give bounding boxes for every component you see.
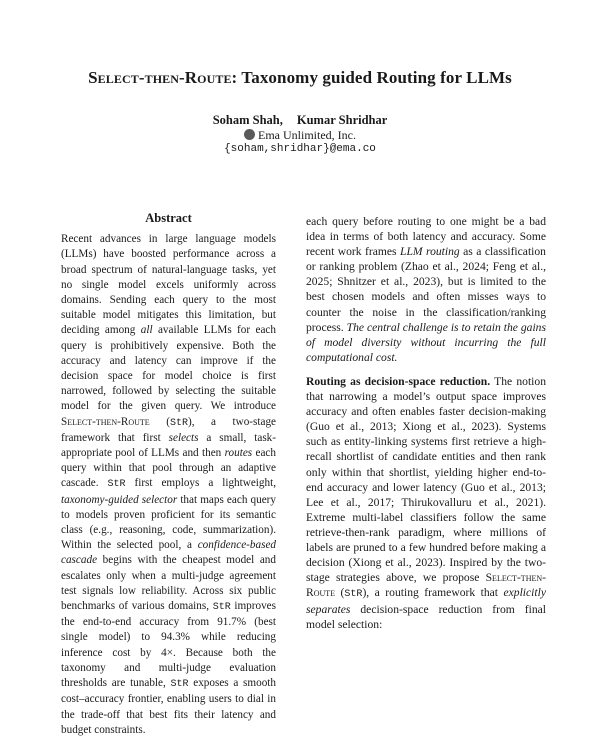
- introduction-right-column: [306, 214, 546, 633]
- affiliation-text: Ema Unlimited, Inc.: [258, 128, 356, 142]
- routing-decision-space-paragraph: Routing as decision-space reduction. The notion that narrowing a model’s output space improves accuracy and often enables faster decision-making (Guo et al., 2013; Xiong et al., 2023). Systems such as entity-linking systems first retrieve a high-recall shortlist of candidate entities and then rank only within that shortlist, yielding higher end-to-end accuracy and lower latency (Guo et al., 2013; Lee et al., 2017; Thirukovalluru et al., 2021). Extreme multi-label classifiers follow the same retrieve-then-rank paradigm, where millions of labels are pruned to a few hundred before making a decision (Xiong et al., 2023). Inspired by the two-stage strategies above, we propose Select-then-Route (StR), a routing framework that explicitly separates decision-space reduction from final model selection:: [306, 374, 546, 632]
- paper-title-rest: : Taxonomy guided Routing for LLMs: [231, 68, 512, 87]
- author-list: [0, 113, 600, 128]
- author-name: Kumar Shridhar: [296, 113, 388, 127]
- author-email: {soham,shridhar}@ema.co: [224, 143, 376, 155]
- abstract-section: [61, 211, 276, 738]
- intro-paragraph: each query before routing to one might be a bad idea in terms of both latency and accuracy. Some recent work frames LLM routing as a classification or ranking problem (Zhao et al., 2024; Feng et al., 2025; Shnitzer et al., 2023), but is limited to the best chosen models and often misses ways to counter the noise in the classification/ranking process. The central challenge is to retain the gains of model diversity without incurring the full computational cost.: [306, 215, 546, 364]
- author-name: Soham Shah,: [212, 113, 283, 127]
- paper-title-smallcaps: Select-then-Route: [88, 68, 232, 87]
- ema-logo-icon: [244, 129, 255, 140]
- abstract-heading: Abstract: [145, 211, 192, 225]
- abstract-body: Recent advances in large language models (LLMs) have boosted performance across a broad spectrum of natural-language tasks, yet no single model excels uniformly across domains. Sending each query to the most suitable model mitigates this limitation, but deciding among all available LLMs for each query is prohibitively expensive. Both the accuracy and latency can improve if the decision space for model choice is first narrowed, followed by selecting the suitable model for the given query. We introduce Select-then-Route (StR), a two-stage framework that first selects a small, task-appropriate pool of LLMs and then routes each query within that pool through an adaptive cascade. StR first employs a lightweight, taxonomy-guided selector that maps each query to models proven proficient for its semantic class (e.g., reasoning, code, summarization). Within the selected pool, a confidence-based cascade begins with the cheapest model and escalates only when a multi-judge agreement test signals low reliability. Across six public benchmarks of various domains, StR improves the end-to-end accuracy from 91.7% (best single model) to 94.3% while reducing inference cost by 4×. Because both the taxonomy and multi-judge evaluation thresholds are tunable, StR exposes a smooth cost–accuracy frontier, enabling users to dial in the trade-off that best fits their latency and budget constraints.: [61, 233, 277, 736]
- affiliation: [0, 128, 600, 143]
- paper-title: [0, 68, 600, 88]
